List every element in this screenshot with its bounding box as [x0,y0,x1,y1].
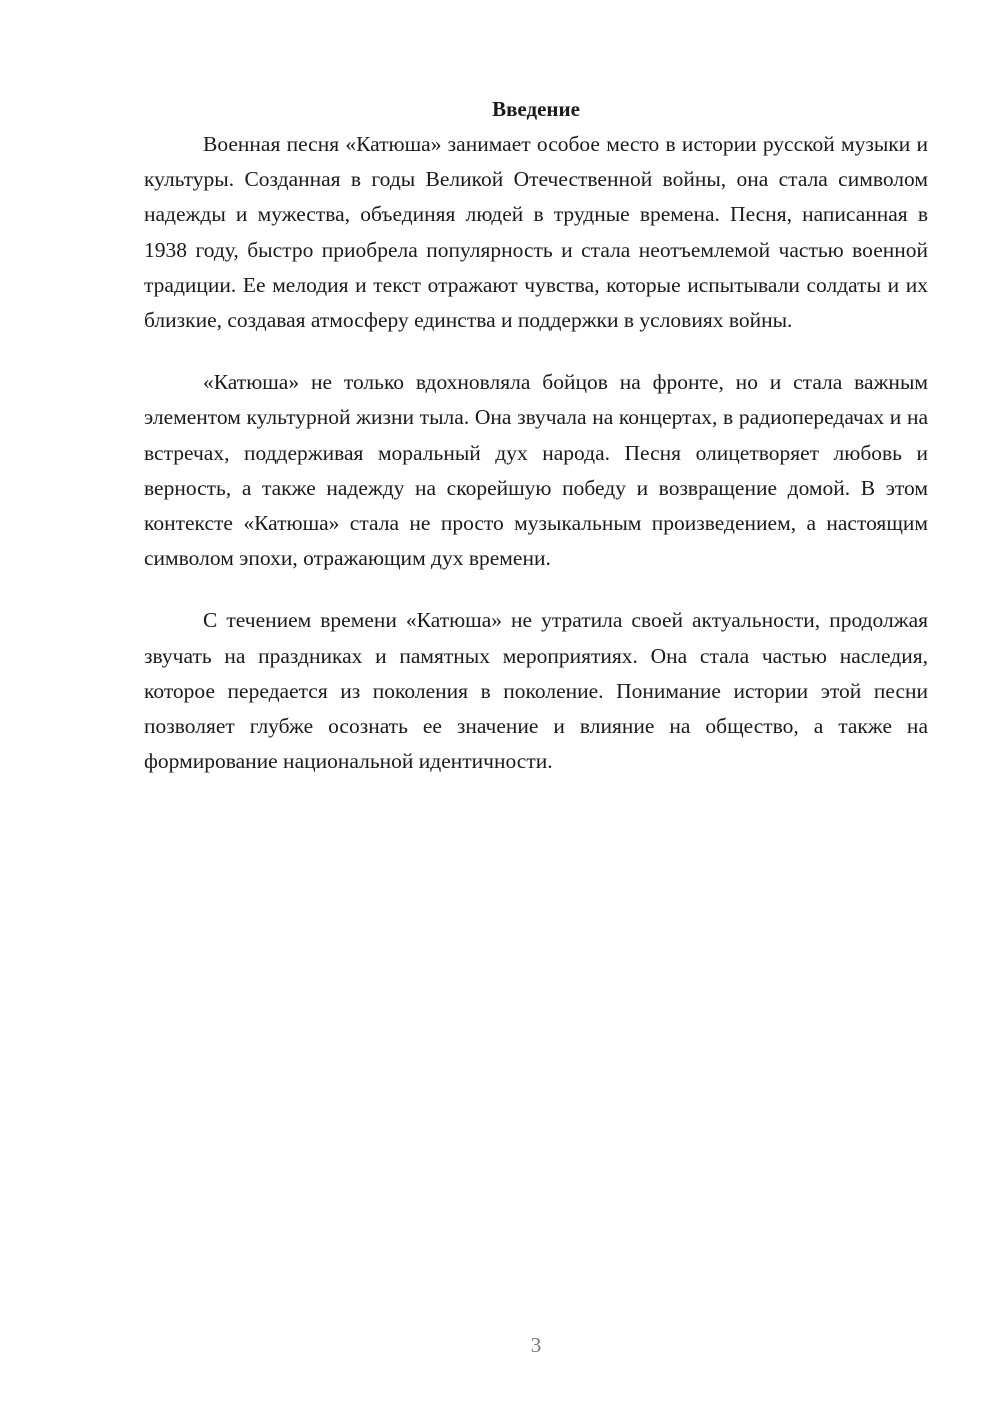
page-content [144,92,928,806]
section-heading: Введение [492,97,580,121]
paragraph-1: Военная песня «Катюша» занимает особое место в истории русской музыки и культуры. Созданная в годы Великой Отечественной войны, она стала символом надежды и мужества, объединяя людей в трудные времена. Песня, написанная в 1938 году, быстро приобрела популярность и стала неотъемлемой частью военной традиции. Ее мелодия и текст отражают чувства, которые испытывали солдаты и их близкие, создавая атмосферу единства и поддержки в условиях войны. [144,132,928,333]
paragraph-2: «Катюша» не только вдохновляла бойцов на фронте, но и стала важным элементом культурной жизни тыла. Она звучала на концертах, в радиопередачах и на встречах, поддерживая моральный дух народа. Песня олицетворяет любовь и верность, а также надежду на скорейшую победу и возвращение домой. В этом контексте «Катюша» стала не просто музыкальным произведением, а настоящим символом эпохи, отражающим дух времени. [144,370,928,571]
paragraph-3: С течением времени «Катюша» не утратила своей актуальности, продолжая звучать на праздниках и памятных мероприятиях. Она стала частью наследия, которое передается из поколения в поколение. Понимание истории этой песни позволяет глубже осознать ее значение и влияние на общество, а также на формирование национальной идентичности. [144,608,928,774]
page-number: 3 [530,1333,542,1357]
